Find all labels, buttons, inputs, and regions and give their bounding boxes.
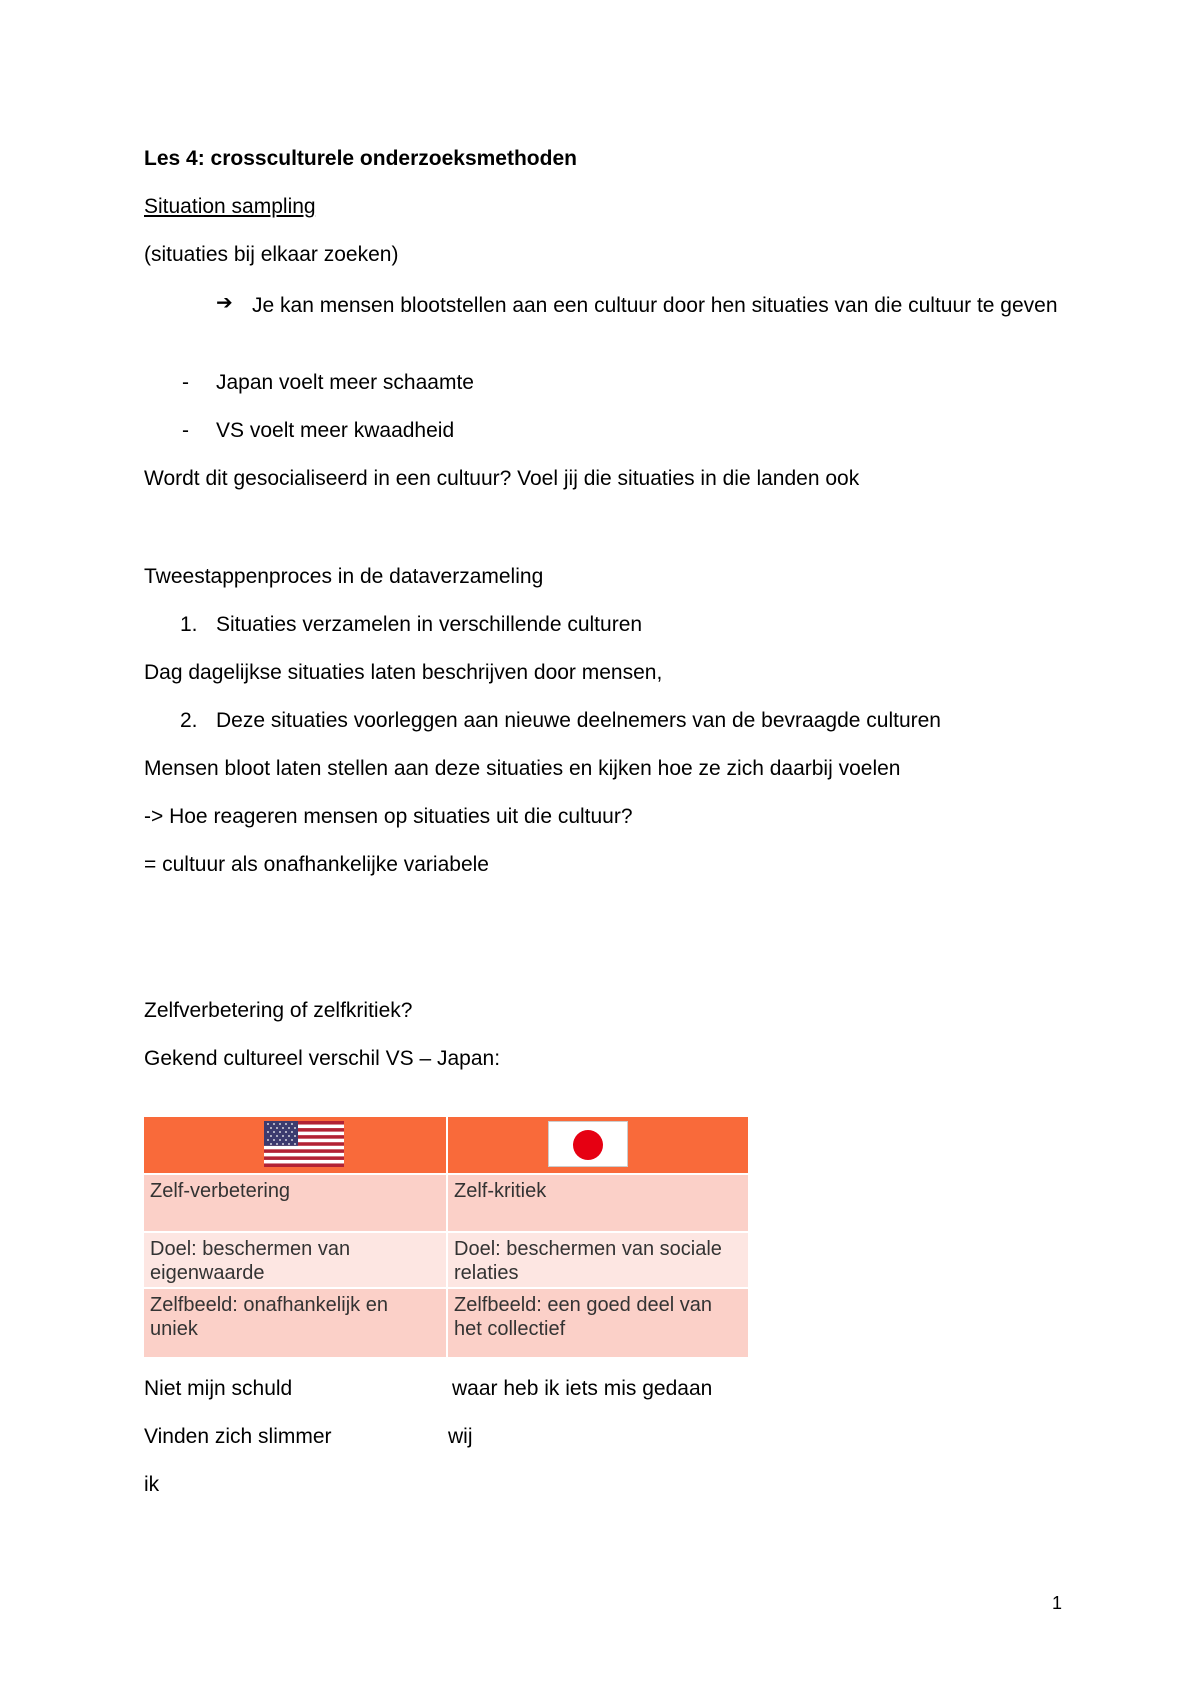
table-cell: Doel: beschermen van sociale relaties (448, 1233, 748, 1287)
section-subtitle: (situaties bij elkaar zoeken) (144, 243, 399, 266)
question-text: Wordt dit gesocialiseerd in een cultuur? Voel jij die situaties in die landen ook (144, 467, 860, 490)
arrow-item-text: Je kan mensen blootstellen aan een cultuur door hen situaties van die cultuur te geven (252, 294, 1058, 317)
comparison-table (144, 1117, 748, 1357)
section-heading-zelfverbetering: Zelfverbetering of zelfkritiek? (144, 999, 413, 1022)
step-number: 1. (180, 613, 198, 636)
question-text: -> Hoe reageren mensen op situaties uit die cultuur? (144, 805, 633, 828)
step-2-text: Deze situaties voorleggen aan nieuwe deelnemers van de bevraagde culturen (216, 709, 941, 732)
dash-item-japan: Japan voelt meer schaamte (216, 371, 474, 394)
note-right: waar heb ik iets mis gedaan (452, 1377, 713, 1400)
note-left: Niet mijn schuld (144, 1377, 293, 1400)
note-right: wij (448, 1425, 473, 1448)
table-cell: Doel: beschermen van eigenwaarde (144, 1233, 446, 1287)
note-left: Vinden zich slimmer (144, 1425, 332, 1448)
step-2-note: Mensen bloot laten stellen aan deze situaties en kijken hoe ze zich daarbij voelen (144, 757, 901, 780)
step-1-note: Dag dagelijkse situaties laten beschrijven door mensen, (144, 661, 663, 684)
section-subheading: Gekend cultureel verschil VS – Japan: (144, 1047, 501, 1070)
table-cell: Zelf-kritiek (448, 1175, 748, 1231)
section-heading-situation-sampling: Situation sampling (144, 195, 316, 218)
japan-flag-circle (573, 1130, 603, 1160)
dash-item-vs: VS voelt meer kwaadheid (216, 419, 455, 442)
table-cell: Zelf-verbetering (144, 1175, 446, 1231)
conclusion-text: = cultuur als onafhankelijke variabele (144, 853, 489, 876)
table-cell: Zelfbeeld: een goed deel van het collectief (448, 1289, 748, 1357)
dash-bullet: - (182, 419, 189, 442)
note-left: ik (144, 1473, 160, 1496)
step-1-text: Situaties verzamelen in verschillende culturen (216, 613, 643, 636)
step-number: 2. (180, 709, 198, 732)
dash-bullet: - (182, 371, 189, 394)
arrow-icon: ➔ (216, 292, 233, 314)
table-cell: Zelfbeeld: onafhankelijk en uniek (144, 1289, 446, 1357)
page-number: 1 (1052, 1593, 1063, 1613)
section-heading-tweestappen: Tweestappenproces in de dataverzameling (144, 565, 544, 588)
japan-flag-icon (548, 1121, 628, 1167)
page-title: Les 4: crossculturele onderzoeksmethoden (144, 147, 577, 170)
us-flag-icon (264, 1121, 344, 1167)
